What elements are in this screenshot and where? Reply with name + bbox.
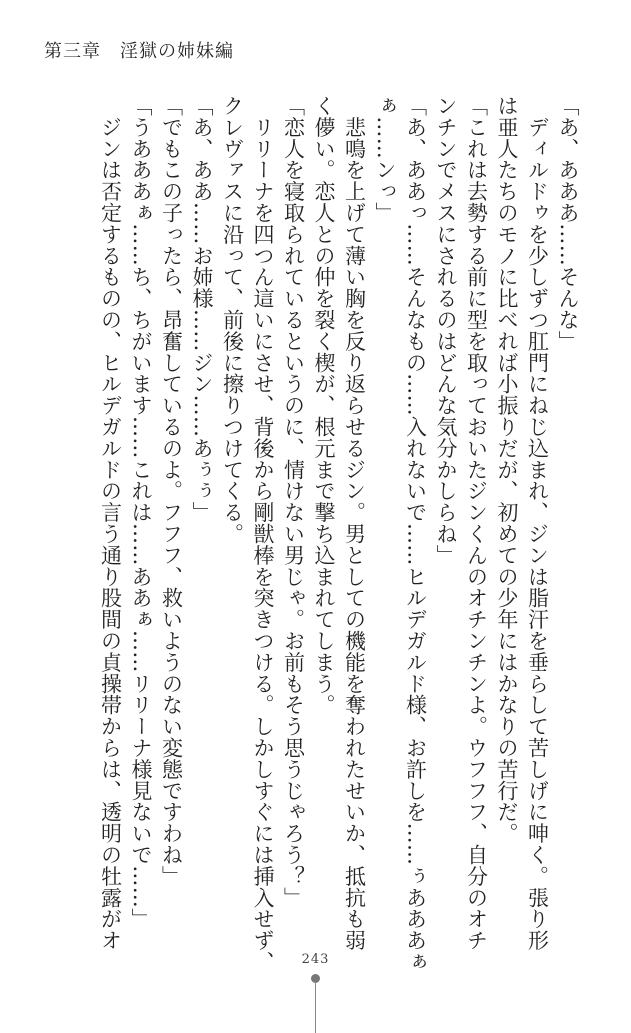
text-line: 「あ、ああ……お姉様……ジン……あぅぅ」 bbox=[190, 95, 214, 523]
page-marker-line bbox=[315, 982, 316, 1033]
text-line: クレヴァスに沿って、前後に擦りつけてくる。 bbox=[220, 95, 245, 545]
text-line: 「うあああぁ……ち、ちがいます……これは……ああぁ……リリーナ様見ないで……」 bbox=[129, 95, 153, 930]
text-line: 「あ、あああ……そんな」 bbox=[556, 95, 580, 352]
text-line: く儚い。恋人との仲を裂く楔が、根元まで撃ち込まれてしまう。 bbox=[312, 95, 336, 716]
text-line: 「これは去勢する前に型を取っておいたジンくんのオチンチンよ。ウフフフ、自分のオチ bbox=[464, 95, 489, 951]
text-line: ジンは否定するものの、ヒルデガルドの言う通り股間の貞操帯からは、透明の牡露がオ bbox=[98, 95, 123, 951]
page-number: 243 bbox=[301, 952, 330, 967]
chapter-header: 第三章 淫獄の姉妹編 bbox=[44, 41, 234, 62]
text-line: 「あ、ああっ……そんなもの……入れないで……ヒルデガルド様、お許しを……ぅあああぁ bbox=[403, 95, 428, 973]
text-line: ぁ……ンっ」 bbox=[373, 95, 397, 224]
novel-body-text bbox=[95, 95, 583, 973]
text-line: 「でもこの子ったら、昂奮しているのよ。フフフ、救いようのない変態ですわね」 bbox=[159, 95, 184, 887]
text-line: は亜人たちのモノに比べれば小振りだが、初めての少年にはかなりの苦行だ。 bbox=[495, 95, 519, 844]
text-line: リリーナを四つん這いにさせ、背後から剛獣棒を突きつける。しかしすぐには挿入せず、 bbox=[251, 95, 275, 973]
text-line: ンチンでメスにされるのはどんな気分かしらね」 bbox=[434, 95, 458, 566]
text-line: 悲鳴を上げて薄い胸を反り返らせるジン。男としての機能を奪われたせいか、抵抗も弱 bbox=[342, 95, 367, 951]
text-line: ディルドゥを少しずつ肛門にねじ込まれ、ジンは脂汗を垂らして苦しげに呻く。張り形 bbox=[525, 95, 550, 951]
text-line: 「恋人を寝取られているというのに、情けない男じゃ。お前もそう思うじゃろう？」 bbox=[281, 95, 306, 909]
